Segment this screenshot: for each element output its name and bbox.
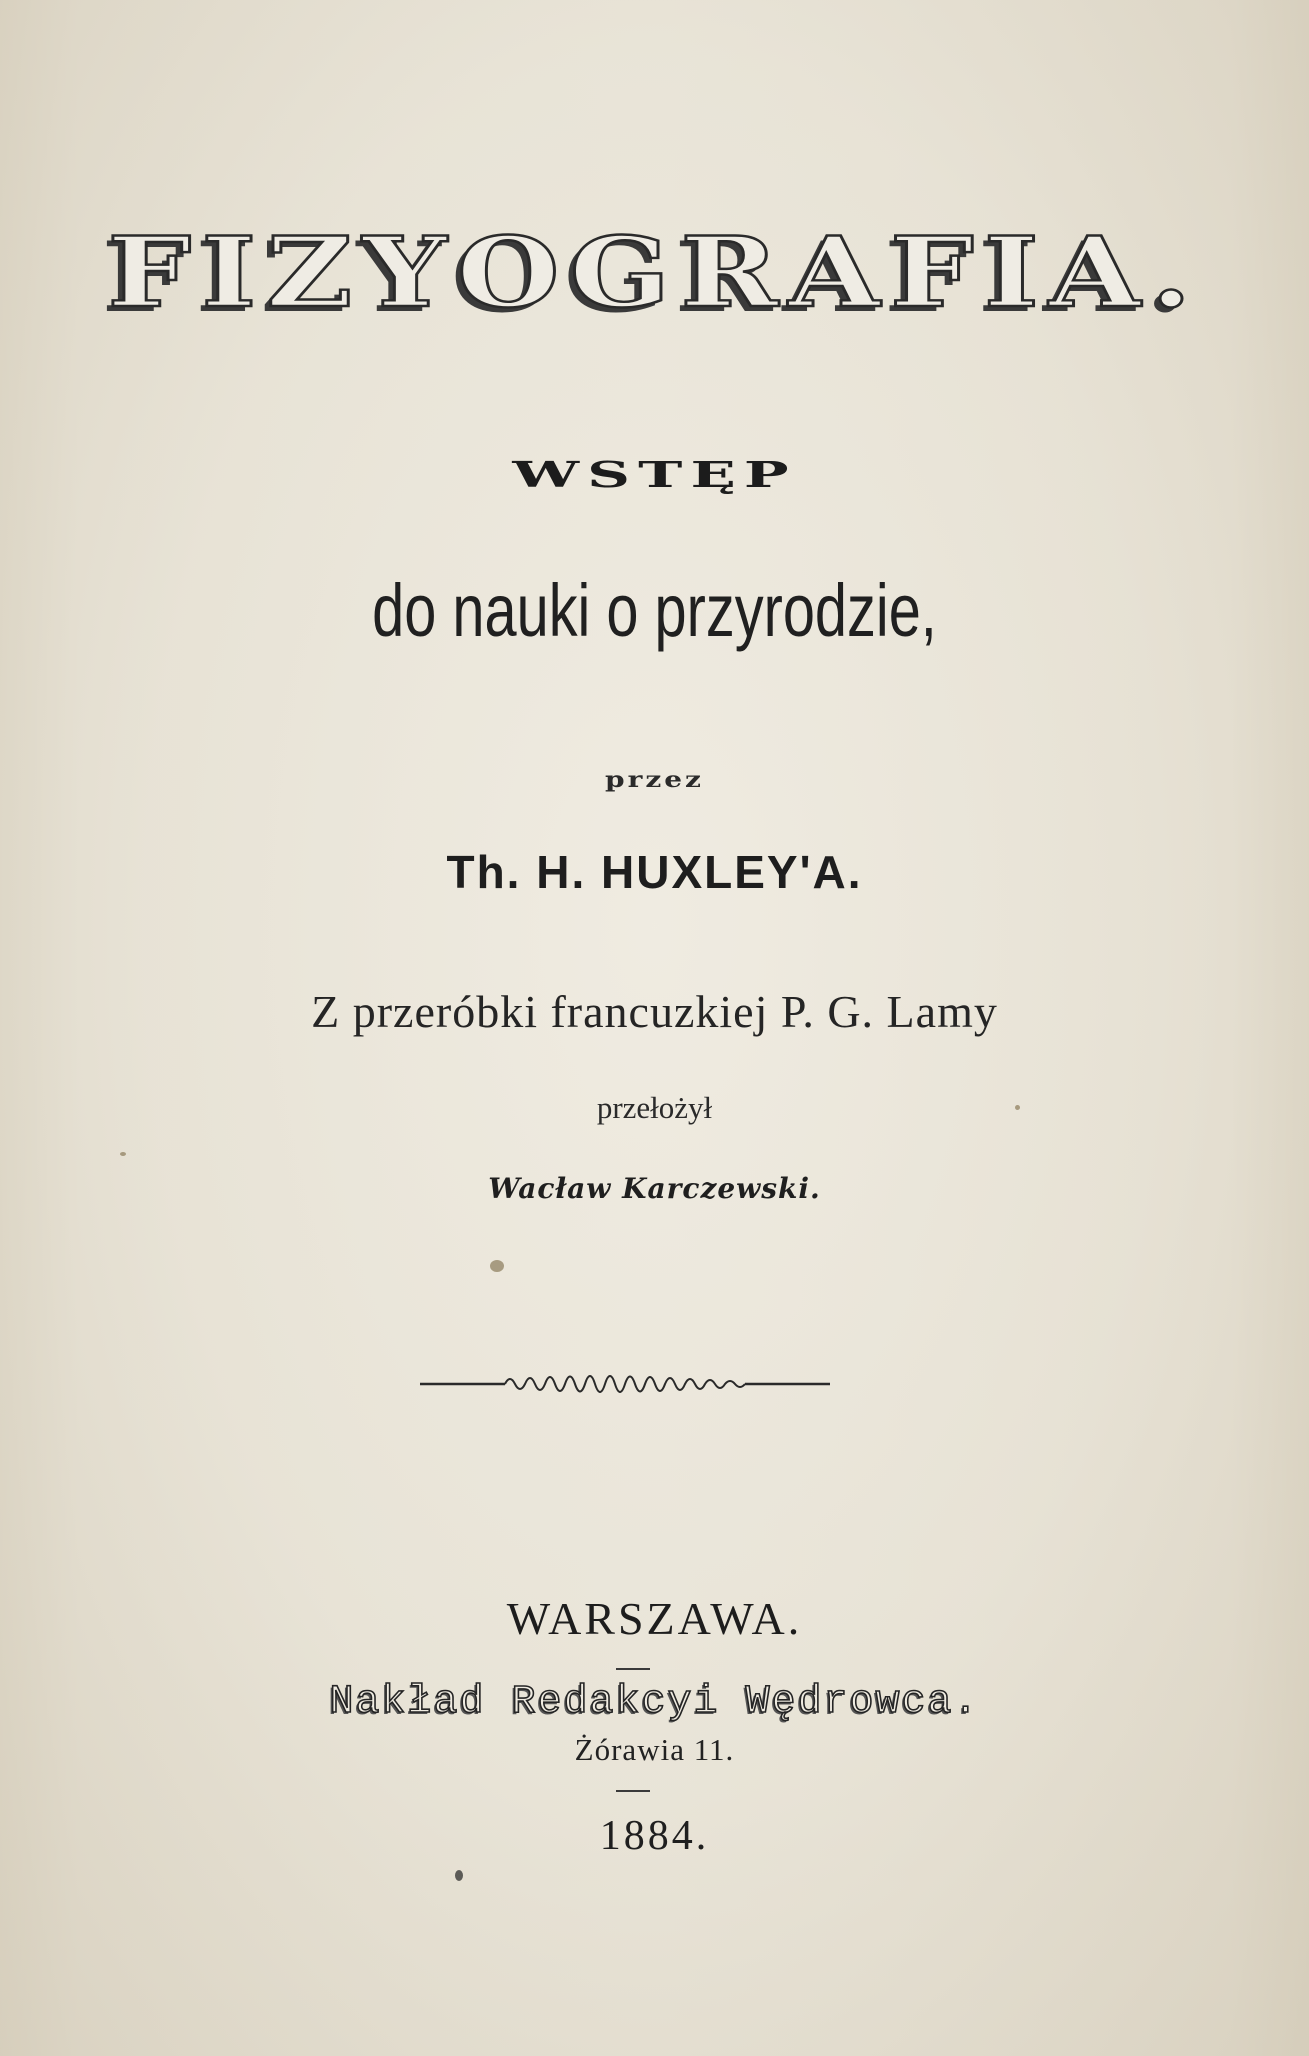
- paper-foxing-spot: [490, 1260, 504, 1272]
- divider-rule: [616, 1668, 650, 1670]
- by-label: przez: [605, 766, 704, 793]
- subtitle: do nauki o przyrodzie,: [372, 569, 937, 652]
- subtitle-heading: WSTĘP: [512, 455, 797, 496]
- publisher-line: Nakład Redakcyi Wędrowca.: [329, 1680, 980, 1725]
- publication-year: 1884.: [599, 1813, 710, 1859]
- book-title: FIZYOGRAFIA.: [107, 215, 1202, 329]
- author-name: Th. H. HUXLEY'A.: [446, 846, 863, 898]
- paper-speck: [120, 1152, 126, 1156]
- adaptation-note: Z przeróbki francuzkiej P. G. Lamy: [311, 986, 998, 1037]
- translator-name: Wacław Karczewski.: [488, 1172, 821, 1205]
- paper-speck: [1015, 1105, 1020, 1110]
- publisher-address: Żórawia 11.: [574, 1732, 735, 1767]
- publication-city: WARSZAWA.: [506, 1593, 803, 1644]
- ornamental-divider: [420, 1366, 830, 1402]
- ink-speck: [455, 1870, 463, 1881]
- translated-label: przełożył: [596, 1090, 713, 1125]
- divider-rule: [616, 1790, 650, 1792]
